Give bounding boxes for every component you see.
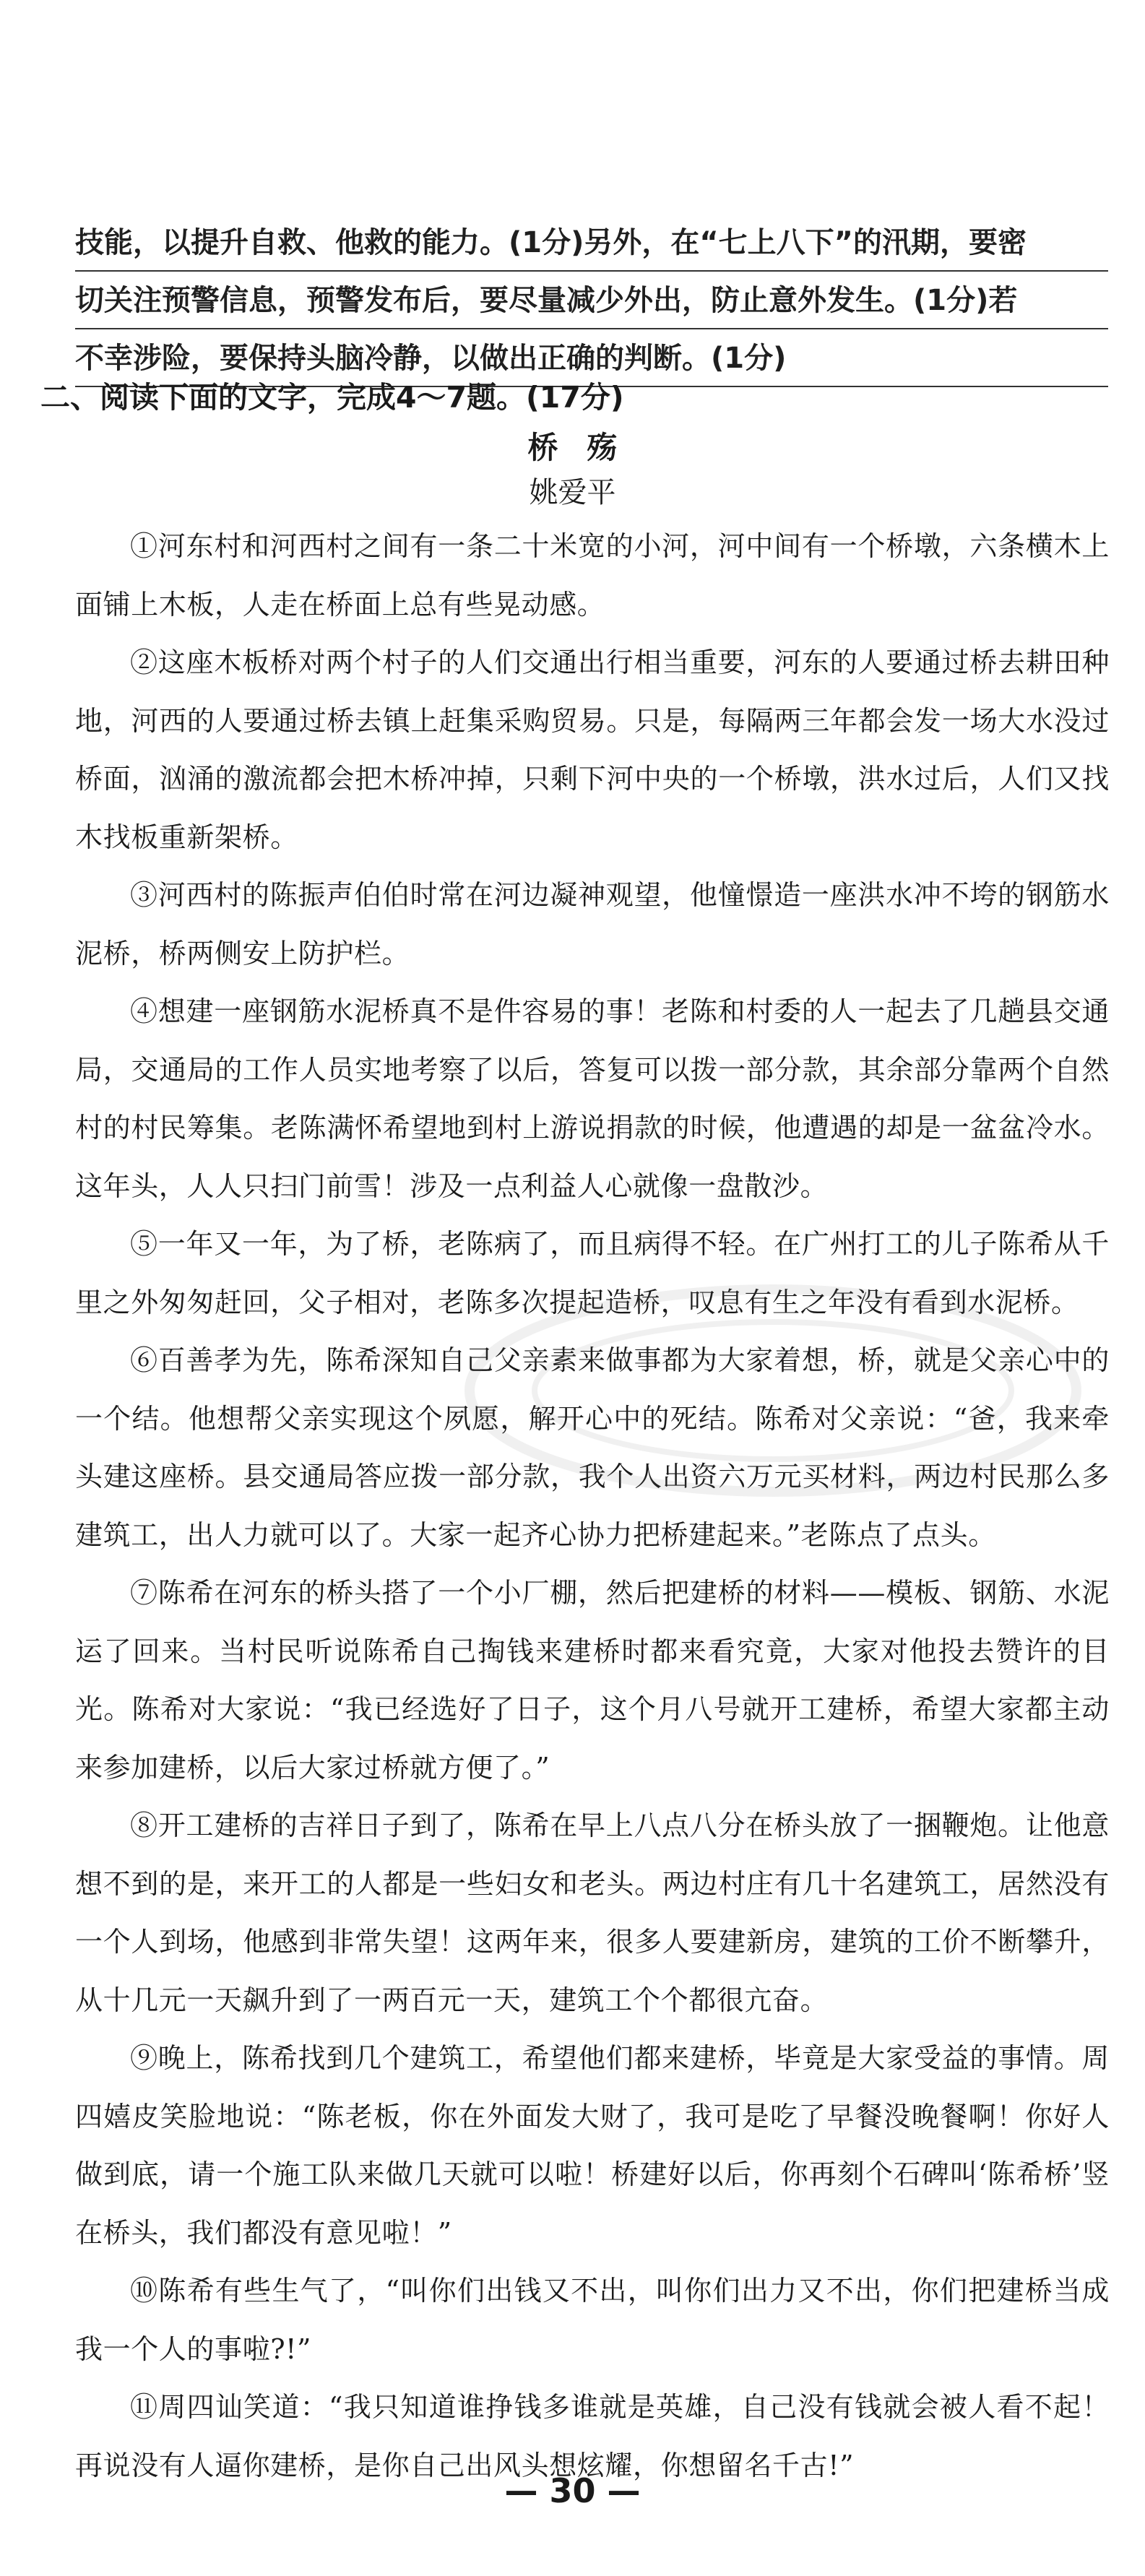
paragraph-10: ⑩陈希有些生气了，“叫你们出钱又不出，叫你们出力又不出，你们把建桥当成我一个人的事啦?!” — [75, 2275, 1110, 2365]
article-author: 姚爱平 — [529, 476, 616, 509]
answer-line: 不幸涉险，要保持头脑冷静，以做出正确的判断。(1分) — [75, 329, 1108, 387]
paragraph-8: ⑧开工建桥的吉祥日子到了，陈希在早上八点八分在桥头放了一捆鞭炮。让他意想不到的是，来开工的人都是一些妇女和老头。两边村庄有几十名建筑工，居然没有一个人到场，他感到非常失望！这两年来，很多人要建新房，建筑的工价不断攀升，从十几元一天飙升到了一两百元一天，建筑工个个都很亢奋。 — [75, 1810, 1110, 2016]
paragraph-4: ④想建一座钢筋水泥桥真不是件容易的事！老陈和村委的人一起去了几趟县交通局，交通局的工作人员实地考察了以后，答复可以拨一部分款，其余部分靠两个自然村的村民筹集。老陈满怀希望地到村上游说捐款的时候，他遭遇的却是一盆盆冷水。这年头，人人只扫门前雪！涉及一点利益人心就像一盘散沙。 — [75, 995, 1110, 1202]
section-heading: 二、阅读下面的文字，完成4～7题。(17分) — [40, 380, 624, 415]
paragraph-11: ⑪周四讪笑道：“我只知道谁挣钱多谁就是英雄，自己没有钱就会被人看不起！再说没有人逼你建桥，是你自己出风头想炫耀，你想留名千古!” — [75, 2391, 1110, 2481]
paragraph-3: ③河西村的陈振声伯伯时常在河边凝神观望，他憧憬造一座洪水冲不垮的钢筋水泥桥，桥两侧安上防护栏。 — [75, 879, 1110, 969]
article-title: 桥殇 — [527, 430, 647, 465]
paragraph-5: ⑤一年又一年，为了桥，老陈病了，而且病得不轻。在广州打工的儿子陈希从千里之外匆匆赶回，父子相对，老陈多次提起造桥，叹息有生之年没有看到水泥桥。 — [75, 1228, 1110, 1318]
answer-line: 技能，以提升自救、他救的能力。(1分)另外，在“七上八下”的汛期，要密 — [75, 214, 1108, 272]
answer-line: 切关注预警信息，预警发布后，要尽量减少外出，防止意外发生。(1分)若 — [75, 272, 1108, 329]
previous-answer-block — [75, 214, 1108, 387]
paragraph-6: ⑥百善孝为先，陈希深知自己父亲素来做事都为大家着想，桥，就是父亲心中的一个结。他想帮父亲实现这个夙愿，解开心中的死结。陈希对父亲说：“爸，我来牵头建这座桥。县交通局答应拨一部分款，我个人出资六万元买材料，两边村民那么多建筑工，出人力就可以了。大家一起齐心协力把桥建起来。”老陈点了点头。 — [75, 1344, 1110, 1551]
paragraph-9: ⑨晚上，陈希找到几个建筑工，希望他们都来建桥，毕竟是大家受益的事情。周四嬉皮笑脸地说：“陈老板，你在外面发大财了，我可是吃了早餐没晚餐啊！你好人做到底，请一个施工队来做几天就可以啦！桥建好以后，你再刻个石碑叫‘陈希桥’竖在桥头，我们都没有意见啦！” — [75, 2042, 1110, 2249]
page-number: — 30 — — [504, 2471, 641, 2510]
paragraph-2: ②这座木板桥对两个村子的人们交通出行相当重要，河东的人要通过桥去耕田种地，河西的人要通过桥去镇上赶集采购贸易。只是，每隔两三年都会发一场大水没过桥面，汹涌的激流都会把木桥冲掉，只剩下河中央的一个桥墩，洪水过后，人们又找木找板重新架桥。 — [75, 647, 1110, 853]
paragraph-1: ①河东村和河西村之间有一条二十米宽的小河，河中间有一个桥墩，六条横木上面铺上木板，人走在桥面上总有些晃动感。 — [75, 530, 1110, 621]
paragraph-7: ⑦陈希在河东的桥头搭了一个小厂棚，然后把建桥的材料——模板、钢筋、水泥运了回来。当村民听说陈希自己掏钱来建桥时都来看究竟，大家对他投去赞许的目光。陈希对大家说：“我已经选好了日子，这个月八号就开工建桥，希望大家都主动来参加建桥，以后大家过桥就方便了。” — [75, 1577, 1110, 1784]
article-body — [75, 517, 1110, 2494]
